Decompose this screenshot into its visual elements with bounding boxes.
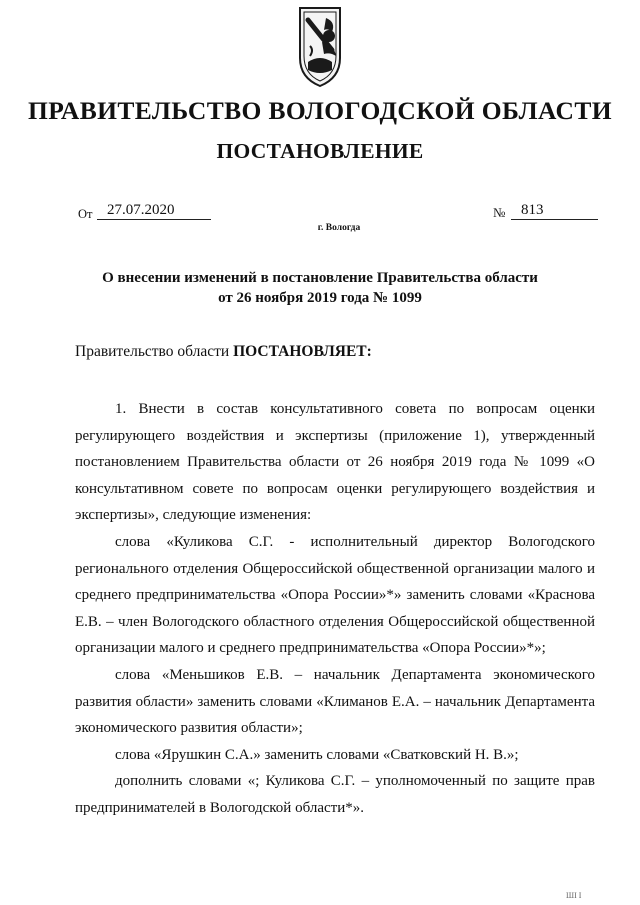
coat-of-arms-icon <box>296 6 344 88</box>
document-number: 813 <box>511 201 598 220</box>
number-label: № <box>493 205 506 220</box>
government-title: ПРАВИТЕЛЬСТВО ВОЛОГОДСКОЙ ОБЛАСТИ <box>27 96 613 125</box>
document-type: ПОСТАНОВЛЕНИЕ <box>216 139 424 163</box>
paragraph-1: 1. Внести в состав консультативного совета по вопросам оценки регулирующего воздействия и экспертизы (приложение 1), утвержденный постановлением Правительства области от 26 ноября 2019 года № 1099 «О консультативном совете по вопросам оценки регулирующего воздействия и экспертизы», следующие изменения: <box>75 401 595 524</box>
preamble-text: Правительство области <box>75 343 230 360</box>
document-date: 27.07.2020 <box>97 201 211 220</box>
document-subject <box>60 268 580 308</box>
paragraph-5: дополнить словами «; Куликова С.Г. – уполномоченный по защите прав предпринимателей в Вологодской области*». <box>75 773 595 816</box>
date-label: От <box>78 207 93 221</box>
document-body <box>75 396 595 822</box>
preamble <box>75 343 372 361</box>
paragraph-4: слова «Ярушкин С.А.» заменить словами «Сватковский Н. В.»; <box>115 746 519 763</box>
subject-line-1: О внесении изменений в постановление Правительства области <box>102 270 538 286</box>
subject-line-2: от 26 ноября 2019 года № 1099 <box>218 290 422 306</box>
paragraph-3: слова «Меньшиков Е.В. – начальник Департамента экономического развития области» заменить словами «Климанов Е.А. – начальник Департамента экономического развития области»; <box>75 666 595 737</box>
preamble-emphasis: ПОСТАНОВЛЯЕТ: <box>233 343 372 360</box>
city: г. Вологда <box>317 223 361 233</box>
footer-mark: ШI I <box>566 891 582 900</box>
paragraph-2: слова «Куликова С.Г. - исполнительный директор Вологодского регионального отделения Общероссийской общественной организации малого и среднего предпринимательства «Опора России»*» заменить словами «Краснова Е.В. – член Вологодского областного отделения Общероссийской общественной организации малого и среднего предпринимательства «Опора России»*»; <box>75 533 595 657</box>
